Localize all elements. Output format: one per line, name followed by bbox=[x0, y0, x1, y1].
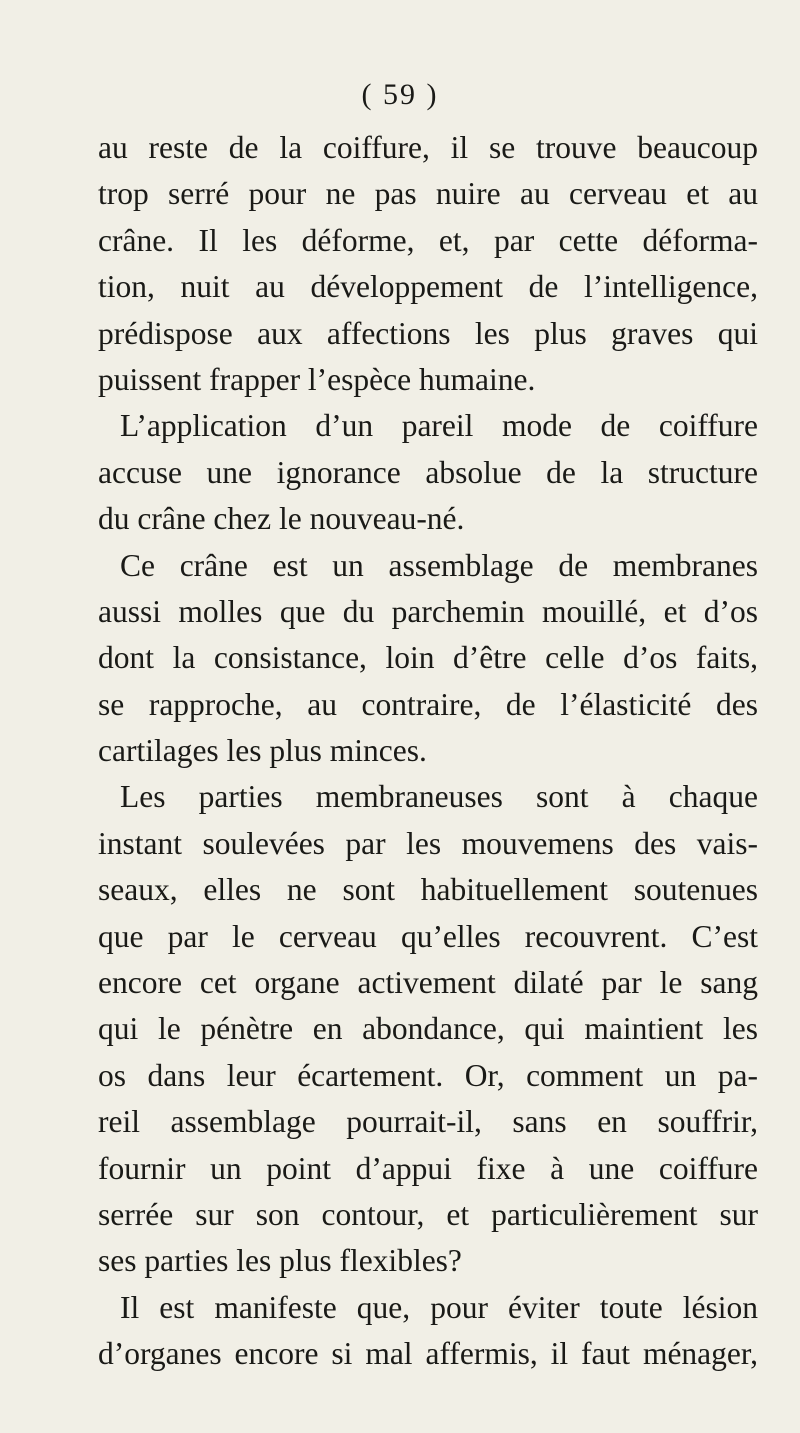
text-line: se rapproche, au contraire, de l’élasticité des bbox=[98, 686, 758, 722]
page-number: ( 59 ) bbox=[361, 78, 439, 111]
text-line: serrée sur son contour, et particulièrement sur bbox=[98, 1196, 758, 1232]
text-line: instant soulevées par les mouvemens des vais- bbox=[98, 825, 758, 861]
text-line: tion, nuit au développement de l’intelligence, bbox=[98, 269, 758, 305]
text-line: fournir un point d’appui fixe à une coiffure bbox=[98, 1150, 758, 1186]
text-line: Ce crâne est un assemblage de membranes bbox=[120, 547, 758, 583]
text-line: trop serré pour ne pas nuire au cerveau et au bbox=[98, 176, 758, 212]
text-line: au reste de la coiffure, il se trouve beaucoup bbox=[98, 130, 758, 165]
text-line: crâne. Il les déforme, et, par cette déforma- bbox=[98, 222, 758, 258]
text-line: seaux, elles ne sont habituellement soutenues bbox=[98, 872, 758, 908]
text-line: dont la consistance, loin d’être celle d’os faits, bbox=[98, 640, 758, 676]
text-line: aussi molles que du parchemin mouillé, et d’os bbox=[98, 593, 758, 629]
text-line: puissent frapper l’espèce humaine. bbox=[98, 361, 536, 397]
text-line: accuse une ignorance absolue de la structure bbox=[98, 454, 758, 490]
text-line: L’application d’un pareil mode de coiffure bbox=[120, 408, 758, 444]
text-line: que par le cerveau qu’elles recouvrent. C’est bbox=[98, 918, 758, 954]
text-line: reil assemblage pourrait-il, sans en souffrir, bbox=[98, 1104, 758, 1140]
text-line: qui le pénètre en abondance, qui maintient les bbox=[98, 1011, 758, 1047]
text-line: du crâne chez le nouveau-né. bbox=[98, 501, 465, 537]
text-line: Les parties membraneuses sont à chaque bbox=[120, 779, 758, 815]
text-line: prédispose aux affections les plus graves qui bbox=[98, 315, 758, 351]
text-line: Il est manifeste que, pour éviter toute lésion bbox=[120, 1289, 758, 1325]
text-line: encore cet organe activement dilaté par le sang bbox=[98, 965, 758, 1001]
text-line: ses parties les plus flexibles? bbox=[98, 1243, 462, 1279]
body-text bbox=[98, 125, 758, 1378]
text-line: os dans leur écartement. Or, comment un pa- bbox=[98, 1057, 758, 1093]
text-line: d’organes encore si mal affermis, il faut ménager, bbox=[98, 1336, 758, 1372]
text-line: cartilages les plus minces. bbox=[98, 733, 427, 769]
